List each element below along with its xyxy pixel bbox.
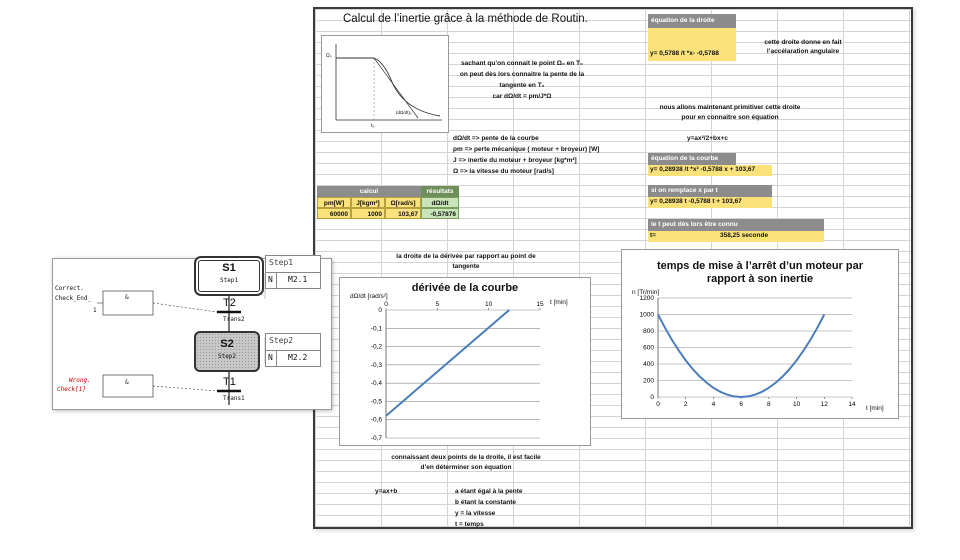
chart-arret-plot bbox=[622, 250, 898, 418]
calc-col-result: dΩ/dt bbox=[421, 197, 459, 208]
note-droite-2: l’accélaration angulaire bbox=[766, 48, 840, 55]
y-tick-label: 600 bbox=[643, 344, 654, 352]
step-s1-box[interactable] bbox=[194, 256, 264, 296]
action-s2[interactable] bbox=[265, 333, 321, 367]
definition-1: dΩ/dt => pente de la courbe bbox=[453, 135, 539, 142]
legend-line-4: t = temps bbox=[455, 521, 484, 528]
eq-courbe-formula: y= 0,28938 /t *x² -0,5788 x + 103,67 bbox=[648, 165, 772, 176]
cond1-pin: 1 bbox=[93, 307, 97, 314]
linear-generic: y=ax+b bbox=[375, 488, 398, 495]
y-tick-label: 400 bbox=[643, 361, 654, 368]
action-s1-qualifier: N bbox=[268, 275, 273, 284]
x-tick-label: 12 bbox=[820, 401, 828, 408]
x-tick-label: 10 bbox=[485, 301, 493, 308]
sheet-title: Calcul de l’inertie grâce à la méthode de Routin. bbox=[343, 13, 588, 25]
omega0-label: Ω₀ bbox=[326, 53, 332, 59]
y-tick-label: -0,7 bbox=[370, 435, 382, 442]
x-tick-label: 14 bbox=[848, 401, 856, 408]
definition-3: J => inertie du moteur + broyeur [kg*m²] bbox=[453, 157, 577, 164]
routin-sketch bbox=[321, 35, 449, 133]
action-s2-output: M2.2 bbox=[288, 353, 308, 362]
eq-droite-formula: y= 0,5788 /t *x- -0,5788 bbox=[650, 50, 719, 57]
y-tick-label: 200 bbox=[643, 377, 654, 385]
calc-table bbox=[317, 186, 487, 219]
intro-line-1: sachant qu’on connait le point Ω₀ en T₀ bbox=[461, 60, 583, 67]
bottom-note-2: d’en déterminer son équation bbox=[420, 464, 512, 471]
action-s2-divider bbox=[266, 350, 320, 351]
t0-label: t₀ bbox=[371, 123, 375, 129]
cond2-gate: & bbox=[125, 379, 129, 386]
t-connu-row bbox=[648, 231, 824, 242]
derivee-caption-2: tangente bbox=[452, 263, 480, 270]
x-tick-label: 2 bbox=[683, 401, 688, 408]
series-line bbox=[658, 315, 824, 398]
note-primitive-2: pour en connaitre son équation bbox=[681, 114, 779, 121]
remplace-formula: y= 0,28938 t -0,5788 t + 103,67 bbox=[648, 197, 772, 208]
y-tick-label: 1200 bbox=[639, 295, 654, 302]
cond1-line-1: Correct. bbox=[55, 285, 84, 292]
action-s2-qualifier: N bbox=[268, 353, 273, 362]
step-s1-sub: Step1 bbox=[219, 277, 239, 284]
step-s2-box[interactable] bbox=[194, 331, 260, 372]
calc-col-omega: Ω[rad/s] bbox=[385, 197, 421, 208]
calc-group-header: calcul bbox=[317, 186, 421, 197]
derivee-caption-1: la droite de la dérivée par rapport au point de bbox=[396, 253, 536, 260]
cond2-line-1: Wrong. bbox=[69, 377, 91, 384]
bottom-note-1: connaissant deux points de la droite, il est facile bbox=[391, 454, 541, 461]
slope-label: (dΩ/dt)₀ bbox=[396, 110, 412, 115]
calc-result-header: résultats bbox=[421, 186, 459, 197]
action-s1-output: M2.1 bbox=[288, 275, 308, 284]
t-connu-label: t= bbox=[650, 232, 656, 239]
spreadsheet[interactable] bbox=[313, 7, 913, 529]
x-tick-label: 15 bbox=[536, 301, 544, 308]
action-s1-step: Step1 bbox=[269, 258, 294, 267]
y-tick-label: -0,5 bbox=[370, 398, 382, 406]
cond1-gate: & bbox=[125, 294, 129, 301]
calc-col-j: J[kgm²] bbox=[351, 197, 385, 208]
y-tick-label: 1000 bbox=[639, 311, 654, 319]
chart-derivee-xlabel: t [min] bbox=[550, 299, 568, 306]
note-droite-1: cette droite donne en fait bbox=[764, 39, 842, 46]
y-tick-label: -0,1 bbox=[370, 325, 382, 333]
calc-val-pm[interactable]: 60000 bbox=[317, 208, 351, 219]
x-tick-label: 0 bbox=[656, 401, 660, 408]
y-tick-label: 800 bbox=[643, 328, 654, 335]
x-tick-label: 0 bbox=[384, 301, 388, 308]
chart-arret[interactable] bbox=[621, 249, 899, 419]
action-s1[interactable] bbox=[265, 255, 321, 289]
definition-4: Ω => la vitesse du moteur [rad/s] bbox=[453, 168, 554, 175]
t-connu-value: 358,25 seconde bbox=[720, 232, 769, 239]
action-s2-step: Step2 bbox=[269, 336, 294, 345]
x-tick-label: 6 bbox=[739, 401, 743, 408]
y-tick-label: 0 bbox=[378, 307, 382, 314]
chart-arret-title: temps de mise à l’arrêt d’un moteur par rapport à son inertie bbox=[656, 260, 863, 285]
series-line bbox=[386, 310, 509, 416]
sfc-diagram[interactable] bbox=[52, 258, 332, 410]
y-tick-label: -0,2 bbox=[370, 343, 382, 351]
chart-derivee-title: dérivée de la courbe bbox=[411, 282, 519, 294]
calc-val-result: -0,57876 bbox=[421, 208, 459, 219]
x-tick-label: 8 bbox=[767, 401, 771, 408]
intro-line-3: tangente en T₀ bbox=[499, 82, 545, 89]
intro-line-2: on peut dès lors connaitre la pente de la bbox=[459, 71, 585, 78]
t-connu-header: le t peut dès lors être connu bbox=[648, 219, 824, 231]
legend-line-3: y = la vitesse bbox=[455, 510, 496, 517]
t2-label: T2 bbox=[223, 297, 236, 309]
chart-derivee-ylabel: dΩ/dt [rad/s²] bbox=[350, 293, 388, 300]
step-s1-name: S1 bbox=[222, 262, 236, 274]
y-tick-label: -0,4 bbox=[370, 380, 382, 388]
legend-line-1: a étant égal à la pente bbox=[455, 488, 523, 495]
step-s2-sub: Step2 bbox=[217, 353, 237, 360]
chart-arret-ylabel: n [Tr/min] bbox=[632, 289, 660, 296]
cond2-line-2: Check[1] bbox=[57, 386, 86, 393]
x-tick-label: 5 bbox=[435, 301, 440, 308]
y-tick-label: 0 bbox=[650, 394, 654, 401]
cond1-line-2: Check_End_ bbox=[55, 295, 92, 302]
intro-line-4: car dΩ/dt = pm/J*Ω bbox=[492, 93, 552, 100]
action-s1-vdivider bbox=[276, 272, 277, 288]
eq-courbe-header: équation de la courbe bbox=[648, 153, 736, 165]
chart-derivee[interactable] bbox=[339, 277, 591, 446]
x-tick-label: 4 bbox=[711, 401, 716, 408]
note-primitive-1: nous allons maintenant primitiver cette droite bbox=[659, 104, 801, 111]
remplace-header: si on remplace x par t bbox=[648, 185, 772, 197]
calc-col-pm: pm[W] bbox=[317, 197, 351, 208]
action-s2-vdivider bbox=[276, 350, 277, 366]
calc-val-omega[interactable]: 103,67 bbox=[385, 208, 421, 219]
quadratic-generic: y=ax²/2+bx+c bbox=[687, 135, 729, 142]
t2-sub: Trans2 bbox=[223, 316, 245, 323]
action-s1-divider bbox=[266, 272, 320, 273]
chart-arret-xlabel: t [min] bbox=[866, 405, 884, 412]
chart-derivee-plot bbox=[340, 278, 590, 445]
y-tick-label: -0,6 bbox=[370, 416, 382, 424]
t1-label: T1 bbox=[223, 376, 236, 388]
calc-val-j[interactable]: 1000 bbox=[351, 208, 385, 219]
t1-sub: Trans1 bbox=[223, 395, 245, 402]
y-tick-label: -0,3 bbox=[370, 361, 382, 369]
legend-line-2: b étant la constante bbox=[455, 499, 517, 506]
definition-2: pm => perte mécanique ( moteur + broyeur) [W] bbox=[453, 146, 600, 153]
eq-droite-header: équation de la droite bbox=[648, 14, 736, 28]
step-s2-name: S2 bbox=[220, 338, 234, 350]
x-tick-label: 10 bbox=[792, 401, 801, 408]
